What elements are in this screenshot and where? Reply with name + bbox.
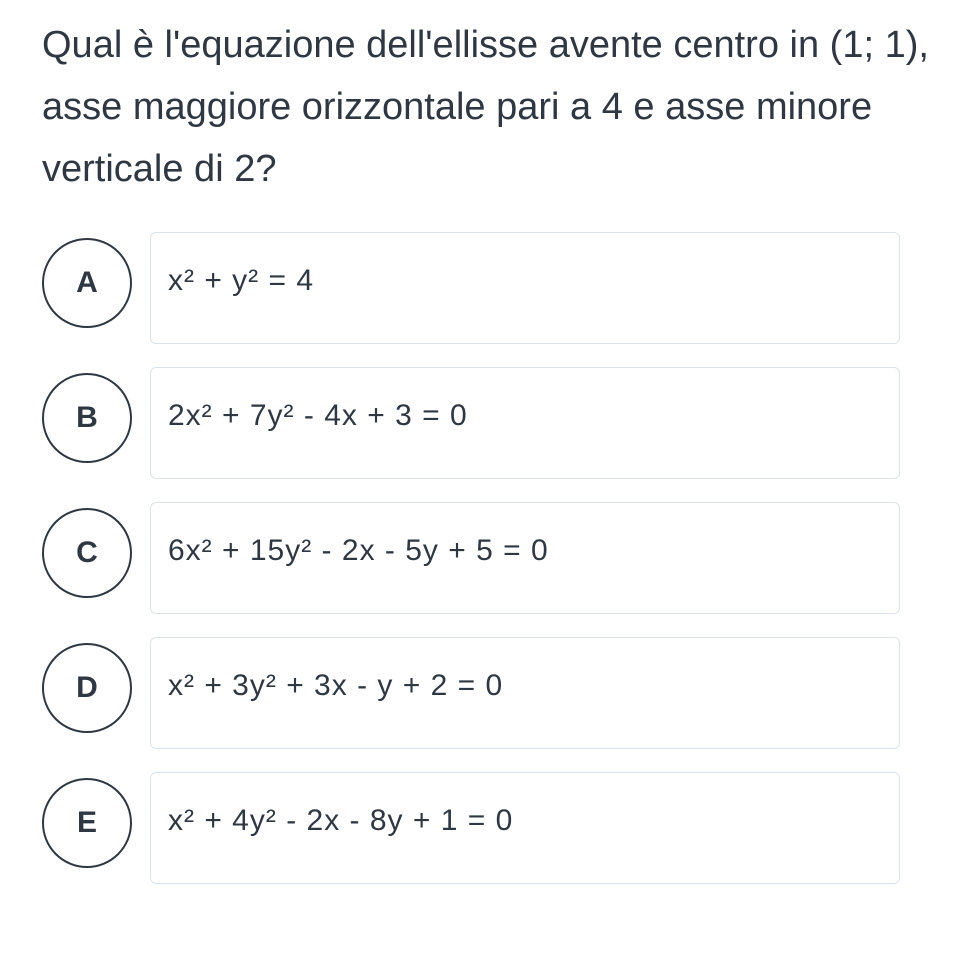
option-e[interactable] (42, 772, 900, 886)
option-d[interactable] (42, 637, 900, 751)
answer-equation: x² + 3y² + 3x - y + 2 = 0 (168, 669, 504, 702)
answer-equation: x² + 4y² - 2x - 8y + 1 = 0 (168, 804, 514, 837)
option-letter-circle[interactable]: A (42, 238, 132, 328)
option-letter-circle[interactable]: B (42, 373, 132, 463)
option-letter-circle[interactable]: C (42, 508, 132, 598)
option-letter-circle[interactable]: D (42, 643, 132, 733)
answer-equation: 2x² + 7y² - 4x + 3 = 0 (168, 399, 468, 432)
option-letter-circle[interactable]: E (42, 778, 132, 868)
question-text: Qual è l'equazione dell'ellisse avente centro in (1; 1), asse maggiore orizzontale pari a 4 e asse minore verticale di 2? (42, 24, 929, 190)
option-b[interactable] (42, 367, 900, 481)
answer-equation: 6x² + 15y² - 2x - 5y + 5 = 0 (168, 534, 549, 567)
option-c[interactable] (42, 502, 900, 616)
option-a[interactable] (42, 232, 900, 346)
answer-equation: x² + y² = 4 (168, 264, 315, 297)
